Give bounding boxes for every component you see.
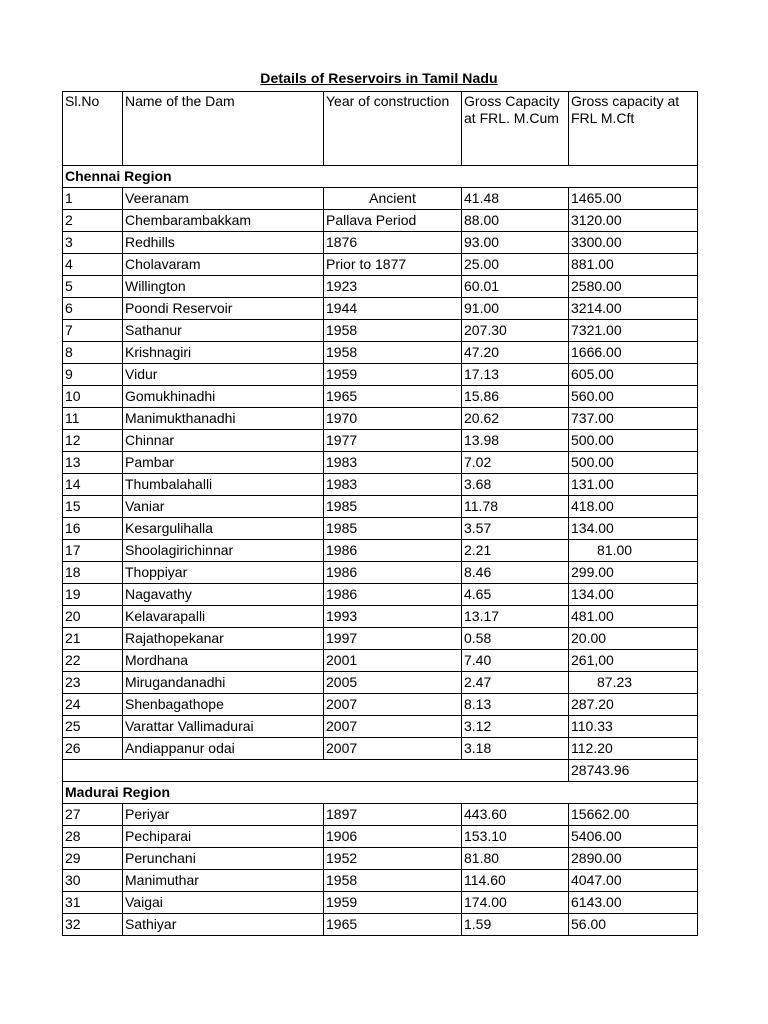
capacity-mcum-cell: 2.21 bbox=[462, 540, 569, 562]
capacity-mcum-cell: 174.00 bbox=[462, 892, 569, 914]
table-row bbox=[63, 870, 698, 892]
capacity-mcft-cell: 87.23 bbox=[569, 672, 698, 694]
sl-no-cell: 23 bbox=[63, 672, 123, 694]
table-row bbox=[63, 320, 698, 342]
dam-name-cell: Chinnar bbox=[123, 430, 324, 452]
column-header: Year of construction bbox=[324, 92, 462, 166]
table-row bbox=[63, 518, 698, 540]
reservoir-table bbox=[62, 91, 698, 936]
year-cell: 1983 bbox=[324, 452, 462, 474]
sl-no-cell: 13 bbox=[63, 452, 123, 474]
year-cell: 1997 bbox=[324, 628, 462, 650]
year-cell: 1958 bbox=[324, 342, 462, 364]
table-row bbox=[63, 650, 698, 672]
sl-no-cell: 3 bbox=[63, 232, 123, 254]
sl-no-cell: 31 bbox=[63, 892, 123, 914]
dam-name-cell: Redhills bbox=[123, 232, 324, 254]
year-cell: 1977 bbox=[324, 430, 462, 452]
year-cell: 1985 bbox=[324, 496, 462, 518]
capacity-mcft-cell: 131.00 bbox=[569, 474, 698, 496]
total-spacer bbox=[63, 760, 569, 782]
dam-name-cell: Gomukhinadhi bbox=[123, 386, 324, 408]
capacity-mcft-cell: 110.33 bbox=[569, 716, 698, 738]
sl-no-cell: 27 bbox=[63, 804, 123, 826]
capacity-mcum-cell: 3.18 bbox=[462, 738, 569, 760]
page-title: Details of Reservoirs in Tamil Nadu bbox=[260, 70, 498, 86]
table-row bbox=[63, 408, 698, 430]
table-row bbox=[63, 210, 698, 232]
sl-no-cell: 17 bbox=[63, 540, 123, 562]
table-row bbox=[63, 562, 698, 584]
capacity-mcft-cell: 418.00 bbox=[569, 496, 698, 518]
capacity-mcum-cell: 3.57 bbox=[462, 518, 569, 540]
capacity-mcum-cell: 13.98 bbox=[462, 430, 569, 452]
capacity-mcft-cell: 5406.00 bbox=[569, 826, 698, 848]
table-row bbox=[63, 496, 698, 518]
table-row bbox=[63, 914, 698, 936]
capacity-mcft-cell: 15662.00 bbox=[569, 804, 698, 826]
year-cell: 1983 bbox=[324, 474, 462, 496]
sl-no-cell: 6 bbox=[63, 298, 123, 320]
capacity-mcum-cell: 11.78 bbox=[462, 496, 569, 518]
table-row bbox=[63, 342, 698, 364]
capacity-mcft-cell: 2580.00 bbox=[569, 276, 698, 298]
sl-no-cell: 28 bbox=[63, 826, 123, 848]
dam-name-cell: Nagavathy bbox=[123, 584, 324, 606]
dam-name-cell: Thumbalahalli bbox=[123, 474, 324, 496]
capacity-mcum-cell: 93.00 bbox=[462, 232, 569, 254]
sl-no-cell: 15 bbox=[63, 496, 123, 518]
sl-no-cell: 16 bbox=[63, 518, 123, 540]
dam-name-cell: Vaniar bbox=[123, 496, 324, 518]
year-cell: 1923 bbox=[324, 276, 462, 298]
capacity-mcft-cell: 6143.00 bbox=[569, 892, 698, 914]
dam-name-cell: Varattar Vallimadurai bbox=[123, 716, 324, 738]
region-total-cell: 28743.96 bbox=[569, 760, 698, 782]
table-row bbox=[63, 364, 698, 386]
capacity-mcft-cell: 287.20 bbox=[569, 694, 698, 716]
capacity-mcft-cell: 560.00 bbox=[569, 386, 698, 408]
year-cell: 1993 bbox=[324, 606, 462, 628]
dam-name-cell: Manimukthanadhi bbox=[123, 408, 324, 430]
sl-no-cell: 26 bbox=[63, 738, 123, 760]
year-cell: 2007 bbox=[324, 738, 462, 760]
sl-no-cell: 2 bbox=[63, 210, 123, 232]
table-row bbox=[63, 540, 698, 562]
capacity-mcum-cell: 153.10 bbox=[462, 826, 569, 848]
capacity-mcum-cell: 91.00 bbox=[462, 298, 569, 320]
year-cell: 1985 bbox=[324, 518, 462, 540]
year-cell: 1944 bbox=[324, 298, 462, 320]
capacity-mcft-cell: 481.00 bbox=[569, 606, 698, 628]
capacity-mcum-cell: 81.80 bbox=[462, 848, 569, 870]
year-cell: 1959 bbox=[324, 364, 462, 386]
capacity-mcft-cell: 3214.00 bbox=[569, 298, 698, 320]
dam-name-cell: Shenbagathope bbox=[123, 694, 324, 716]
year-cell: 1986 bbox=[324, 540, 462, 562]
table-row bbox=[63, 826, 698, 848]
capacity-mcum-cell: 3.12 bbox=[462, 716, 569, 738]
capacity-mcum-cell: 114.60 bbox=[462, 870, 569, 892]
year-cell: 1986 bbox=[324, 562, 462, 584]
sl-no-cell: 1 bbox=[63, 188, 123, 210]
capacity-mcft-cell: 1666.00 bbox=[569, 342, 698, 364]
region-row bbox=[63, 782, 698, 804]
sl-no-cell: 5 bbox=[63, 276, 123, 298]
sl-no-cell: 30 bbox=[63, 870, 123, 892]
sl-no-cell: 7 bbox=[63, 320, 123, 342]
year-cell: Ancient bbox=[324, 188, 462, 210]
sl-no-cell: 32 bbox=[63, 914, 123, 936]
sl-no-cell: 11 bbox=[63, 408, 123, 430]
sl-no-cell: 10 bbox=[63, 386, 123, 408]
column-header: Gross Capacity at FRL. M.Cum bbox=[462, 92, 569, 166]
capacity-mcum-cell: 1.59 bbox=[462, 914, 569, 936]
capacity-mcft-cell: 1465.00 bbox=[569, 188, 698, 210]
table-row bbox=[63, 430, 698, 452]
region-heading: Chennai Region bbox=[63, 166, 698, 188]
table-row bbox=[63, 694, 698, 716]
dam-name-cell: Pambar bbox=[123, 452, 324, 474]
dam-name-cell: Mirugandanadhi bbox=[123, 672, 324, 694]
dam-name-cell: Cholavaram bbox=[123, 254, 324, 276]
capacity-mcum-cell: 0.58 bbox=[462, 628, 569, 650]
capacity-mcft-cell: 20.00 bbox=[569, 628, 698, 650]
sl-no-cell: 20 bbox=[63, 606, 123, 628]
year-cell: 1965 bbox=[324, 914, 462, 936]
dam-name-cell: Vidur bbox=[123, 364, 324, 386]
sl-no-cell: 8 bbox=[63, 342, 123, 364]
year-cell: 2001 bbox=[324, 650, 462, 672]
sl-no-cell: 21 bbox=[63, 628, 123, 650]
sl-no-cell: 19 bbox=[63, 584, 123, 606]
capacity-mcum-cell: 88.00 bbox=[462, 210, 569, 232]
dam-name-cell: Pechiparai bbox=[123, 826, 324, 848]
table-row bbox=[63, 628, 698, 650]
table-row bbox=[63, 298, 698, 320]
capacity-mcft-cell: 3300.00 bbox=[569, 232, 698, 254]
column-header: Gross capacity at FRL M.Cft bbox=[569, 92, 698, 166]
year-cell: 2007 bbox=[324, 716, 462, 738]
dam-name-cell: Andiappanur odai bbox=[123, 738, 324, 760]
dam-name-cell: Rajathopekanar bbox=[123, 628, 324, 650]
table-row bbox=[63, 452, 698, 474]
dam-name-cell: Veeranam bbox=[123, 188, 324, 210]
header-row bbox=[63, 92, 698, 166]
capacity-mcft-cell: 299.00 bbox=[569, 562, 698, 584]
sl-no-cell: 4 bbox=[63, 254, 123, 276]
capacity-mcum-cell: 7.40 bbox=[462, 650, 569, 672]
table-row bbox=[63, 254, 698, 276]
capacity-mcum-cell: 4.65 bbox=[462, 584, 569, 606]
year-cell: 1959 bbox=[324, 892, 462, 914]
column-header: Name of the Dam bbox=[123, 92, 324, 166]
capacity-mcft-cell: 7321.00 bbox=[569, 320, 698, 342]
capacity-mcum-cell: 41.48 bbox=[462, 188, 569, 210]
dam-name-cell: Kesargulihalla bbox=[123, 518, 324, 540]
year-cell: 1965 bbox=[324, 386, 462, 408]
capacity-mcft-cell: 737.00 bbox=[569, 408, 698, 430]
year-cell: 1897 bbox=[324, 804, 462, 826]
total-row bbox=[63, 760, 698, 782]
table-row bbox=[63, 738, 698, 760]
capacity-mcft-cell: 56.00 bbox=[569, 914, 698, 936]
column-header: Sl.No bbox=[63, 92, 123, 166]
sl-no-cell: 24 bbox=[63, 694, 123, 716]
year-cell: 1906 bbox=[324, 826, 462, 848]
dam-name-cell: Perunchani bbox=[123, 848, 324, 870]
year-cell: 1876 bbox=[324, 232, 462, 254]
year-cell: Pallava Period bbox=[324, 210, 462, 232]
dam-name-cell: Vaigai bbox=[123, 892, 324, 914]
capacity-mcft-cell: 3120.00 bbox=[569, 210, 698, 232]
capacity-mcft-cell: 261,00 bbox=[569, 650, 698, 672]
sl-no-cell: 14 bbox=[63, 474, 123, 496]
dam-name-cell: Manimuthar bbox=[123, 870, 324, 892]
capacity-mcum-cell: 60.01 bbox=[462, 276, 569, 298]
dam-name-cell: Krishnagiri bbox=[123, 342, 324, 364]
year-cell: 1952 bbox=[324, 848, 462, 870]
year-cell: 1970 bbox=[324, 408, 462, 430]
sl-no-cell: 9 bbox=[63, 364, 123, 386]
table-row bbox=[63, 386, 698, 408]
capacity-mcft-cell: 500.00 bbox=[569, 452, 698, 474]
capacity-mcum-cell: 8.13 bbox=[462, 694, 569, 716]
table-row bbox=[63, 188, 698, 210]
region-heading: Madurai Region bbox=[63, 782, 698, 804]
capacity-mcft-cell: 134.00 bbox=[569, 518, 698, 540]
dam-name-cell: Thoppiyar bbox=[123, 562, 324, 584]
capacity-mcft-cell: 134.00 bbox=[569, 584, 698, 606]
capacity-mcum-cell: 20.62 bbox=[462, 408, 569, 430]
capacity-mcum-cell: 17.13 bbox=[462, 364, 569, 386]
capacity-mcum-cell: 7.02 bbox=[462, 452, 569, 474]
table-row bbox=[63, 232, 698, 254]
dam-name-cell: Sathanur bbox=[123, 320, 324, 342]
capacity-mcft-cell: 2890.00 bbox=[569, 848, 698, 870]
capacity-mcft-cell: 4047.00 bbox=[569, 870, 698, 892]
year-cell: 2007 bbox=[324, 694, 462, 716]
year-cell: 2005 bbox=[324, 672, 462, 694]
dam-name-cell: Shoolagirichinnar bbox=[123, 540, 324, 562]
capacity-mcum-cell: 3.68 bbox=[462, 474, 569, 496]
dam-name-cell: Kelavarapalli bbox=[123, 606, 324, 628]
table-row bbox=[63, 276, 698, 298]
year-cell: 1958 bbox=[324, 870, 462, 892]
dam-name-cell: Periyar bbox=[123, 804, 324, 826]
capacity-mcft-cell: 112.20 bbox=[569, 738, 698, 760]
capacity-mcum-cell: 207.30 bbox=[462, 320, 569, 342]
table-row bbox=[63, 848, 698, 870]
table-row bbox=[63, 584, 698, 606]
dam-name-cell: Poondi Reservoir bbox=[123, 298, 324, 320]
sl-no-cell: 12 bbox=[63, 430, 123, 452]
year-cell: 1958 bbox=[324, 320, 462, 342]
capacity-mcft-cell: 500.00 bbox=[569, 430, 698, 452]
capacity-mcum-cell: 443.60 bbox=[462, 804, 569, 826]
year-cell: Prior to 1877 bbox=[324, 254, 462, 276]
capacity-mcum-cell: 2.47 bbox=[462, 672, 569, 694]
year-cell: 1986 bbox=[324, 584, 462, 606]
table-row bbox=[63, 606, 698, 628]
capacity-mcum-cell: 25.00 bbox=[462, 254, 569, 276]
capacity-mcum-cell: 15.86 bbox=[462, 386, 569, 408]
capacity-mcum-cell: 8.46 bbox=[462, 562, 569, 584]
capacity-mcft-cell: 605.00 bbox=[569, 364, 698, 386]
sl-no-cell: 29 bbox=[63, 848, 123, 870]
capacity-mcum-cell: 47.20 bbox=[462, 342, 569, 364]
capacity-mcft-cell: 81.00 bbox=[569, 540, 698, 562]
table-row bbox=[63, 672, 698, 694]
table-row bbox=[63, 716, 698, 738]
dam-name-cell: Mordhana bbox=[123, 650, 324, 672]
dam-name-cell: Chembarambakkam bbox=[123, 210, 324, 232]
dam-name-cell: Willington bbox=[123, 276, 324, 298]
region-row bbox=[63, 166, 698, 188]
capacity-mcft-cell: 881.00 bbox=[569, 254, 698, 276]
table-row bbox=[63, 474, 698, 496]
sl-no-cell: 18 bbox=[63, 562, 123, 584]
sl-no-cell: 25 bbox=[63, 716, 123, 738]
capacity-mcum-cell: 13.17 bbox=[462, 606, 569, 628]
sl-no-cell: 22 bbox=[63, 650, 123, 672]
table-row bbox=[63, 892, 698, 914]
dam-name-cell: Sathiyar bbox=[123, 914, 324, 936]
table-row bbox=[63, 804, 698, 826]
